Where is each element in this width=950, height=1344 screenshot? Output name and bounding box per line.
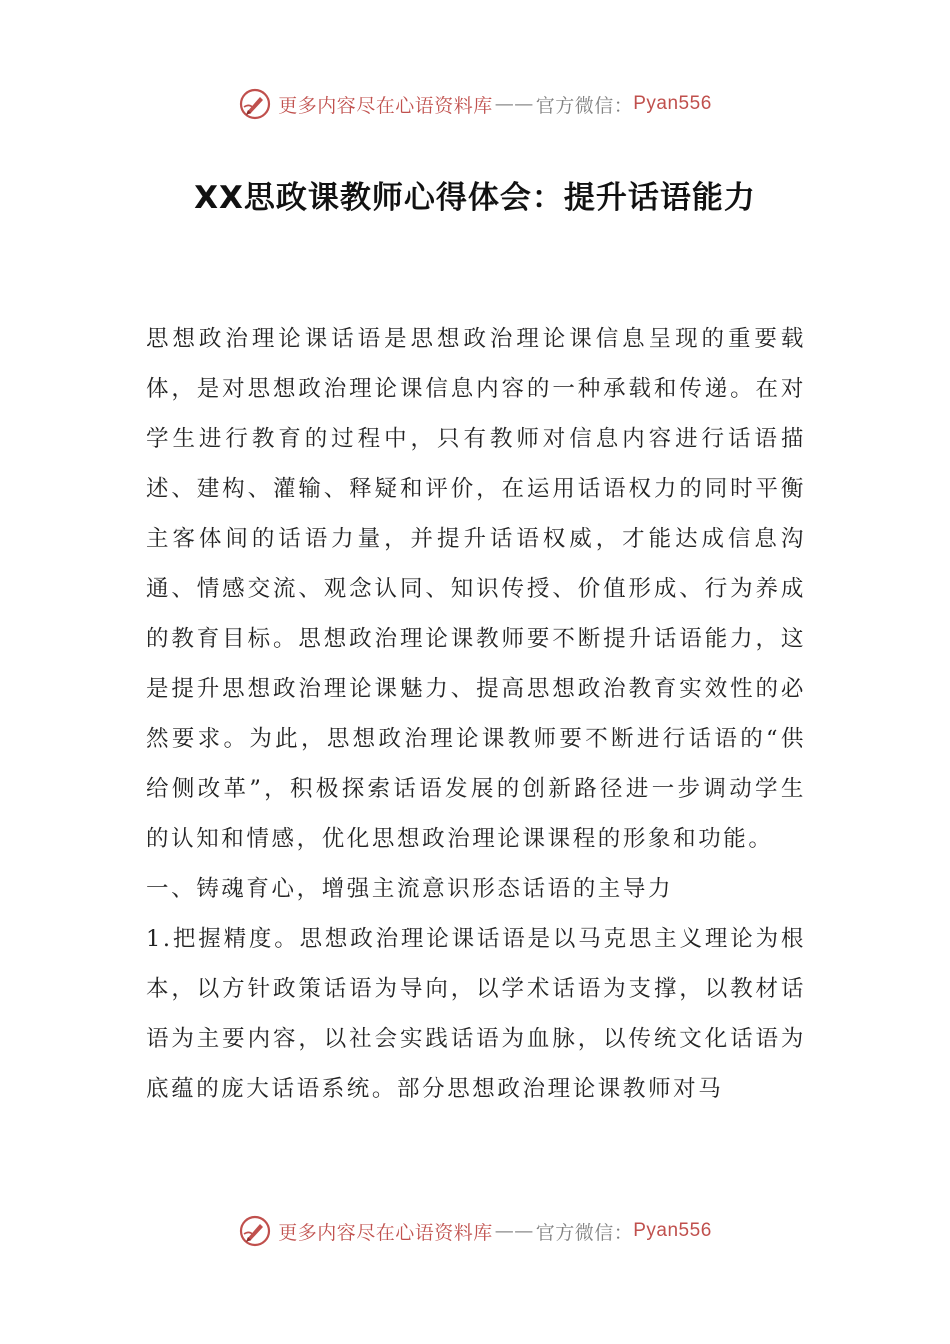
section-heading-1: 一、铸魂育心，增强主流意识形态话语的主导力 bbox=[146, 876, 674, 902]
pen-logo-icon bbox=[238, 1214, 272, 1248]
footer-banner bbox=[0, 1211, 950, 1251]
banner-site-name: 更多内容尽在心语资料库 bbox=[278, 94, 493, 117]
header-banner bbox=[0, 84, 950, 124]
paragraph-point-1: 1.把握精度。思想政治理论课话语是以马克思主义理论为根本，以方针政策话语为导向，以学术话语为支撑，以教材话语为主要内容，以社会实践话语为血脉，以传统文化话语为底蕴的庞大话语系统。部分思想政治理论课教师对马 bbox=[146, 926, 806, 1102]
pen-logo-icon bbox=[238, 87, 272, 121]
banner-site-name: 更多内容尽在心语资料库 bbox=[278, 1221, 493, 1244]
banner-dash: —— bbox=[494, 1220, 534, 1242]
document-title: XX思政课教师心得体会：提升话语能力 bbox=[194, 180, 756, 216]
banner-dash: —— bbox=[494, 93, 534, 115]
document-body bbox=[146, 314, 806, 1114]
banner-wechat-id: Pyan556 bbox=[633, 93, 712, 114]
banner-wechat-label: 官方微信： bbox=[535, 94, 634, 117]
banner-wechat-label: 官方微信： bbox=[535, 1221, 634, 1244]
banner-wechat-id: Pyan556 bbox=[633, 1220, 712, 1241]
paragraph-intro: 思想政治理论课话语是思想政治理论课信息呈现的重要载体，是对思想政治理论课信息内容的一种承载和传递。在对学生进行教育的过程中，只有教师对信息内容进行话语描述、建构、灌输、释疑和评价，在运用话语权力的同时平衡主客体间的话语力量，并提升话语权威，才能达成信息沟通、情感交流、观念认同、知识传授、价值形成、行为养成的教育目标。思想政治理论课教师要不断提升话语能力，这是提升思想政治理论课魅力、提高思想政治教育实效性的必然要求。为此，思想政治理论课教师要不断进行话语的“供给侧改革”，积极探索话语发展的创新路径进一步调动学生的认知和情感，优化思想政治理论课课程的形象和功能。 bbox=[146, 326, 806, 852]
